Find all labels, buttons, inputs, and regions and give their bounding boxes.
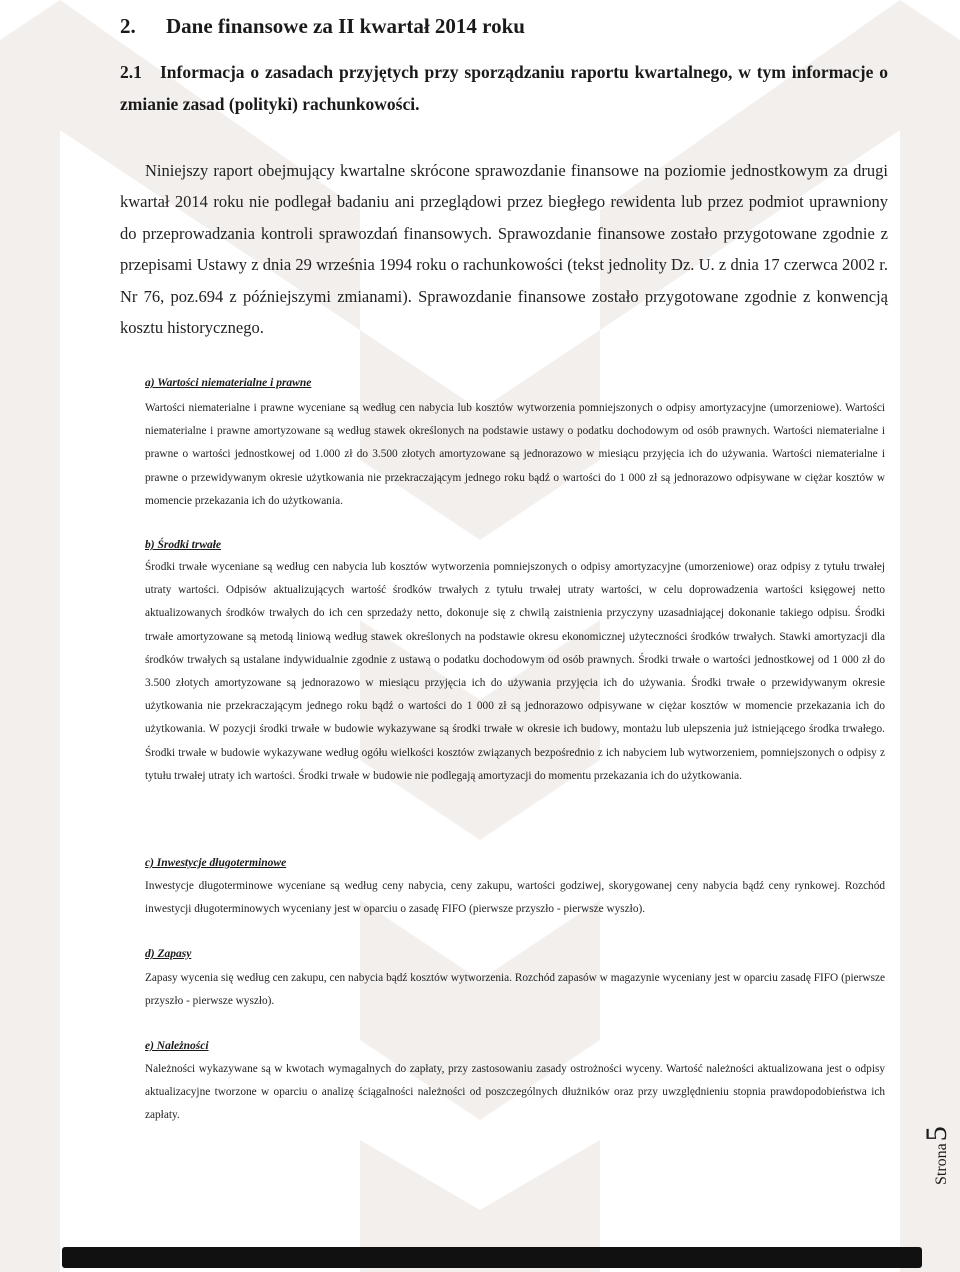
subsection-heading [120,56,888,120]
subsection-title: Informacja o zasadach przyjętych przy sporządzaniu raportu kwartalnego, w tym informacje o zmianie zasad (polityki) rachunkowości. [120,62,888,114]
section-title: Dane finansowe za II kwartał 2014 roku [166,14,525,38]
page-number-label [920,1125,960,1185]
section-e-title: e) Należności [145,1040,209,1052]
section-e-body: Należności wykazywane są w kwotach wymagalnych do zapłaty, przy zastosowaniu zasady ostrożności wyceny. Wartość należności aktualizowana jest o odpisy aktualizacyjne tworzone w oparciu o analizę ściągalności należności od poszczególnych dłużników oraz przy uwzględnieniu stopnia prawdopodobieństwa ich zapłaty. [145,1063,885,1122]
page-label-word: Strona [933,1143,950,1185]
page-number: 5 [920,1126,953,1142]
footer-bar [62,1247,922,1268]
section-number: 2. [120,14,136,38]
subsection-number: 2.1 [120,62,142,82]
section-c-body: Inwestycje długoterminowe wyceniane są według ceny nabycia, ceny zakupu, wartości godziwej, skorygowanej ceny nabycia bądź ceny rynkowej. Rozchód inwestycji długoterminowych wyceniany jest w oparciu o zasadę FIFO (pierwsze przyszło - pierwsze wyszło). [145,880,885,916]
section-c-title: c) Inwestycje długoterminowe [145,857,287,869]
section-b-title: b) Środki trwałe [145,539,222,551]
section-d-body: Zapasy wycenia się według cen zakupu, cen nabycia bądź kosztów wytworzenia. Rozchód zapasów w magazynie wyceniany jest w oparciu zasadę FIFO (pierwsze przyszło - pierwsze wyszło). [145,972,885,1008]
section-a-title: a) Wartości niematerialne i prawne [145,377,312,389]
section-b-body: Środki trwałe wyceniane są według cen nabycia lub kosztów wytworzenia pomniejszonych o odpisy amortyzacyjne (umorzeniowe) oraz odpisy z tytułu trwałej utraty wartości. Odpisów aktualizujących wartość środków trwałych z tytułu trwałej utraty wartości, w celu doprowadzenia wartości księgowej netto aktualizowanych środków trwałych do ich cen sprzedaży netto, dokonuje się z chwilą zaistnienia przyczyny uzasadniającej dokonanie takiego odpisu. Środki trwałe amortyzowane są metodą liniową według stawek określonych na podstawie okresu ekonomicznej użyteczności środków trwałych. Stawki amortyzacji dla środków trwałych są ustalane indywidualnie zgodnie z ustawą o podatku dochodowym od osób prawnych. Środki trwałe o wartości jednostkowej od 1 000 zł do 3.500 złotych amortyzowane są jednorazowo w miesiącu przyjęcia ich do używania przyjęcia ich do używania. Środki trwałe o przewidywanym okresie użytkowania nie przekraczającym jednego roku bądź o wartości do 1 000 zł są jednorazowo odpisywane w ciężar kosztów w momencie przekazania ich do użytkowania. W pozycji środki trwałe w budowie wykazywane są środki trwałe w okresie ich budowy, montażu lub ulepszenia już istniejącego środka trwałego. Środki trwałe w budowie wykazywane według ogółu wielkości kosztów związanych bezpośrednio z ich nabyciem lub wytworzeniem, pomniejszonych o odpisy z tytułu trwałej utraty ich wartości. Środki trwałe w budowie nie podlegają amortyzacji do momentu przekazania ich do użytkowania. [145,561,885,782]
intro-paragraph: Niniejszy raport obejmujący kwartalne skrócone sprawozdanie finansowe na poziomie jednostkowym za drugi kwartał 2014 roku nie podlegał badaniu ani przeglądowi przez biegłego rewidenta lub przez podmiot uprawniony do przeprowadzania kontroli sprawozdań finansowych. Sprawozdanie finansowe zostało przygotowane zgodnie z przepisami Ustawy z dnia 29 września 1994 roku o rachunkowości (tekst jednolity Dz. U. z dnia 17 czerwca 2002 r. Nr 76, poz.694 z późniejszymi zmianami). Sprawozdanie finansowe zostało przygotowane zgodnie z konwencją kosztu historycznego. [120,161,888,338]
section-heading [120,14,525,39]
section-d-title: d) Zapasy [145,948,192,960]
section-a-body: Wartości niematerialne i prawne wyceniane są według cen nabycia lub kosztów wytworzenia pomniejszonych o odpisy amortyzacyjne (umorzeniowe). Wartości niematerialne i prawne amortyzowane są według stawek określonych na podstawie ustawy o podatku dochodowym od osób prawnych. Wartości niematerialne i prawne o wartości jednostkowej od 1.000 zł do 3.500 złotych amortyzowane są jednorazowo w miesiącu przyjęcia ich do używania. Wartości niematerialne i prawne o przewidywanym okresie użytkowania nie przekraczającym jednego roku bądź o wartości do 1 000 zł są jednorazowo odpisywane w ciężar kosztów w momencie przekazania ich do użytkowania. [145,402,885,507]
